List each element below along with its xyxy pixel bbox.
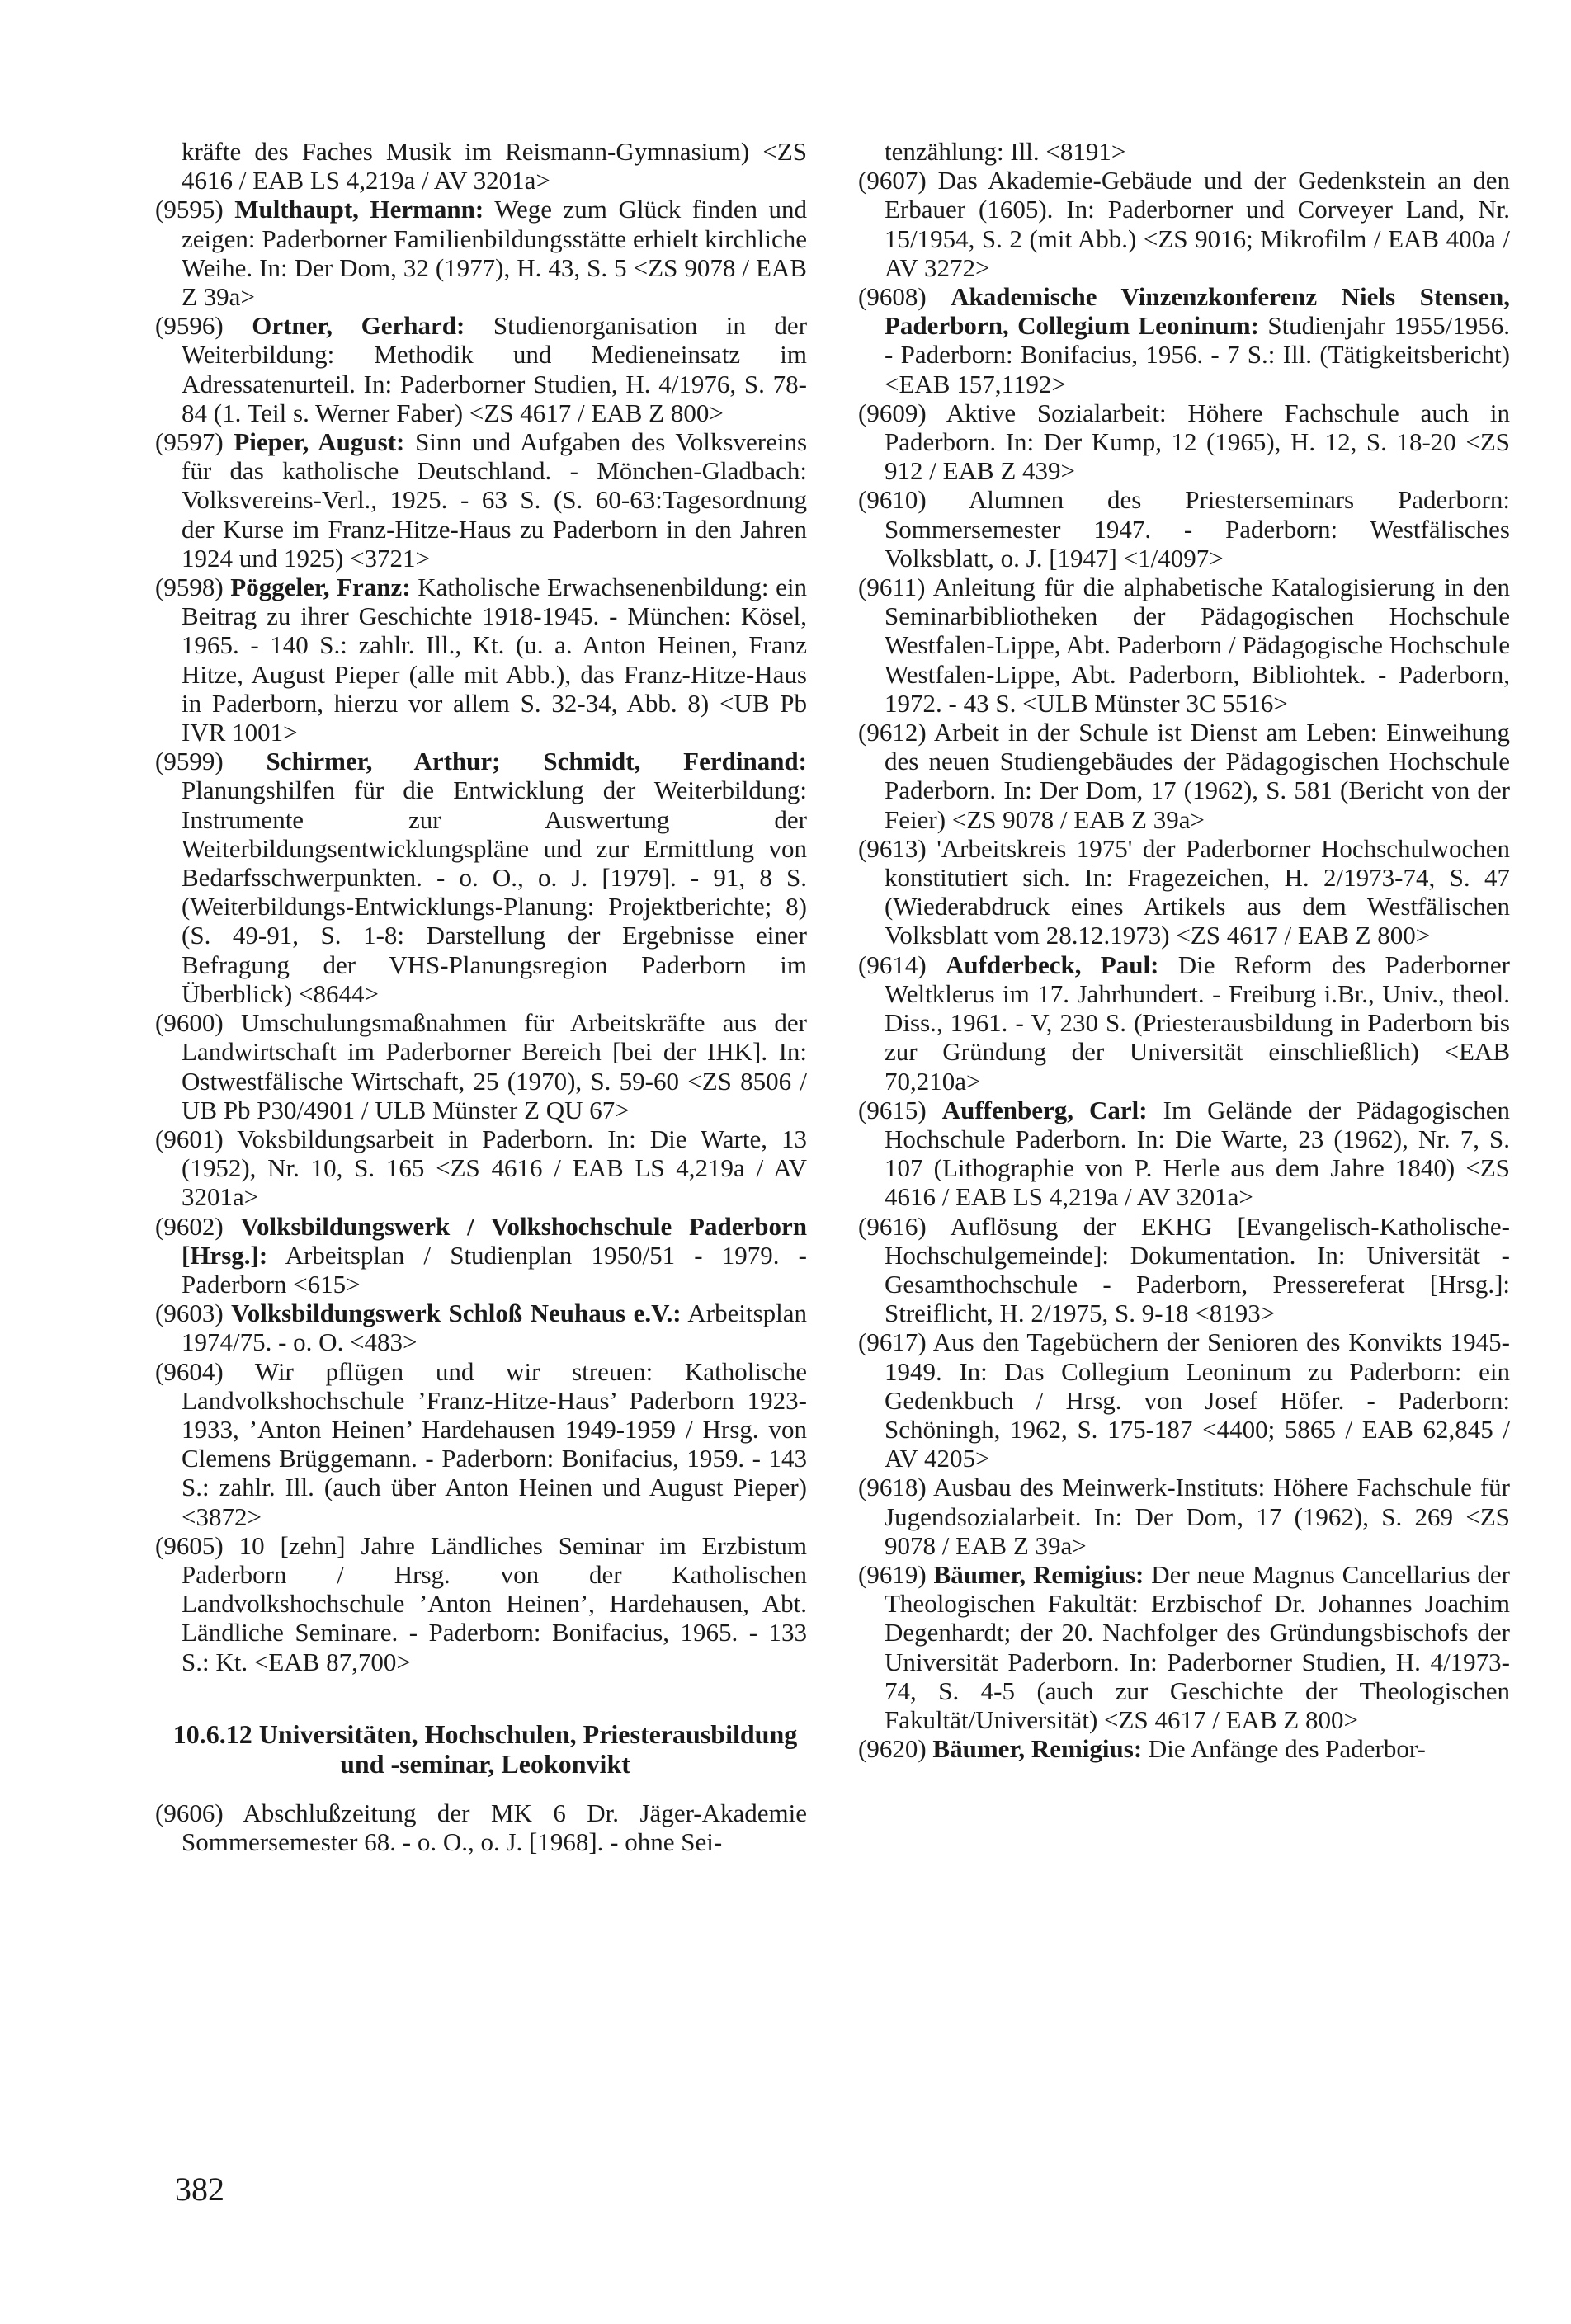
bibliography-entry	[858, 573, 1510, 718]
entry-text: Wir pflügen und wir streuen: Katholische Landvolkshochschule ’Franz-Hitze-Haus’ Paderborn 1923-1933, ’Anton Heinen’ Hardehausen 1949-1959 / Hrsg. von Clemens Brüggemann. - Paderborn: Bonifacius, 1959. - 143 S.: zahlr. Ill. (auch über Anton Heinen und August Pieper) <3872>	[182, 1356, 807, 1531]
entry-text: Wege zum Glück finden und zeigen: Paderborner Familienbildungsstätte erhielt kirchliche Weihe. In: Der Dom, 32 (1977), H. 43, S. 5 <ZS 9078 / EAB Z 39a>	[182, 195, 807, 312]
entry-number: (9619)	[858, 1559, 927, 1589]
bibliography-entry	[155, 573, 807, 747]
entry-text: Planungshilfen für die Entwicklung der Weiterbildung: Instrumente zur Auswertung der Weiterbildungsentwicklungspläne und zur Ermittlung von Bedarfsschwerpunkten. - o. O., o. J. [1979]. - 91, 8 S. (Weiterbildungs-Entwicklungs-Planung: Projektberichte; 8) (S. 49-91, S. 1-8: Darstellung der Ergebnisse einer Befragung der VHS-Planungsregion Paderborn im Überblick) <8644>	[182, 775, 807, 1008]
entry-text: Alumnen des Priesterseminars Paderborn: Sommersemester 1947. - Paderborn: Westfälisches Volksblatt, o. J. [1947] <1/4097>	[885, 485, 1510, 573]
entry-number: (9612)	[858, 718, 927, 747]
entry-number: (9610)	[858, 485, 927, 515]
bibliography-entry	[155, 1299, 807, 1356]
bibliography-entry	[155, 1124, 807, 1212]
entry-text: Abschlußzeitung der MK 6 Dr. Jäger-Akademie Sommersemester 68. - o. O., o. J. [1968]. - ohne Sei-	[182, 1798, 807, 1856]
entry-author: Bäumer, Remigius:	[933, 1559, 1144, 1589]
entry-text: 10 [zehn] Jahre Ländliches Seminar im Erzbistum Paderborn / Hrsg. von der Katholischen Landvolkshochschule ’Anton Heinen’, Hardehausen, Abt. Ländliche Seminare. - Paderborn: Bonifacius, 1965. - 133 S.: Kt. <EAB 87,700>	[182, 1530, 808, 1676]
entry-number: (9601)	[155, 1124, 224, 1153]
entry-author: Akademische Vinzenzkonferenz Niels Stensen, Paderborn, Collegium Leoninum:	[885, 282, 1510, 341]
entry-text: Ausbau des Meinwerk-Instituts: Höhere Fachschule für Jugendsozialarbeit. In: Der Dom, 17 (1962), S. 269 <ZS 9078 / EAB Z 39a>	[885, 1473, 1510, 1560]
entry-text: Aktive Sozialarbeit: Höhere Fachschule auch in Paderborn. In: Der Kump, 12 (1965), H. 12, S. 18-20 <ZS 912 / EAB Z 439>	[885, 398, 1510, 486]
bibliography-entry	[858, 1473, 1510, 1560]
entry-text: Auflösung der EKHG [Evangelisch-Katholische-Hochschulgemeinde]: Dokumentation. In: Universität - Gesamthochschule - Paderborn, Pressereferat [Hrsg.]: Streiflicht, H. 2/1975, S. 9-18 <8193>	[885, 1211, 1510, 1328]
bibliography-entry	[155, 1212, 807, 1299]
bibliography-entry	[858, 1096, 1510, 1212]
entry-number: (9615)	[858, 1095, 927, 1124]
bibliography-entry	[858, 166, 1510, 282]
entry-number: (9618)	[858, 1473, 927, 1502]
entry-number: (9604)	[155, 1356, 224, 1386]
entry-text: Anleitung für die alphabetische Katalogisierung in den Seminarbibliotheken der Pädagogischen Hochschule Westfalen-Lippe, Abt. Paderborn / Pädagogische Hochschule Westfalen-Lippe, Abt. Paderborn, Bibliohtek. - Paderborn, 1972. - 43 S. <ULB Münster 3C 5516>	[885, 573, 1511, 718]
bibliography-entry	[155, 1798, 807, 1856]
entry-number: (9606)	[155, 1798, 224, 1827]
bibliography-entry	[858, 1327, 1510, 1473]
continuation-text: tenzählung: Ill. <8191>	[885, 137, 1126, 166]
entry-author: Ortner, Gerhard:	[252, 311, 465, 341]
entry-author: Schirmer, Arthur; Schmidt, Ferdinand:	[266, 747, 807, 776]
entry-text: Arbeitsplan 1974/75. - o. O. <483>	[182, 1299, 808, 1357]
bibliography-entry	[858, 834, 1510, 950]
entry-number: (9605)	[155, 1530, 224, 1560]
entry-author: Volksbildungswerk Schloß Neuhaus e.V.:	[231, 1299, 682, 1328]
entry-number: (9609)	[858, 398, 927, 427]
entry-text: Im Gelände der Pädagogischen Hochschule Paderborn. In: Die Warte, 23 (1962), Nr. 7, S. 107 (Lithographie von P. Herle aus dem Jahre 1840) <ZS 4616 / EAB LS 4,219a / AV 3201a>	[885, 1095, 1511, 1212]
bibliography-entry	[858, 718, 1510, 834]
entry-number: (9602)	[155, 1211, 224, 1241]
bibliography-entry	[155, 1531, 807, 1676]
entry-author: Pöggeler, Franz:	[230, 573, 411, 602]
section-heading: 10.6.12 Universitäten, Hochschulen, Priesterausbildung und -seminar, Leokonvikt	[172, 1718, 798, 1779]
page-number: 382	[175, 2171, 224, 2208]
entry-number: (9613)	[858, 833, 927, 863]
bibliography-entry	[155, 747, 807, 1008]
entry-text: Der neue Magnus Cancellarius der Theologischen Fakultät: Erzbischof Dr. Johannes Joachim Degenhardt; der 20. Nachfolger des Gründungsbischofs der Universität Paderborn. In: Paderborner Studien, H. 4/1973-74, S. 4-5 (auch zur Geschichte der Theologischen Fakultät/Universität) <ZS 4617 / EAB Z 800>	[885, 1559, 1511, 1734]
entry-text: Studienjahr 1955/1956. - Paderborn: Bonifacius, 1956. - 7 S.: Ill. (Tätigkeitsbericht) <EAB 157,1192>	[885, 311, 1510, 398]
entry-text: Studienorganisation in der Weiterbildung: Methodik und Medieneinsatz im Adressatenurteil. In: Paderborner Studien, H. 4/1976, S. 78-84 (1. Teil s. Werner Faber) <ZS 4617 / EAB Z 800>	[182, 311, 808, 427]
entry-number: (9596)	[155, 311, 224, 341]
entry-number: (9603)	[155, 1299, 224, 1328]
continuation-text: kräfte des Faches Musik im Reismann-Gymnasium) <ZS 4616 / EAB LS 4,219a / AV 3201a>	[182, 137, 807, 196]
entry-number: (9598)	[155, 573, 224, 602]
bibliography-entry	[155, 195, 807, 311]
entry-number: (9614)	[858, 950, 927, 979]
entry-text: Sinn und Aufgaben des Volksvereins für das katholische Deutschland. - Mönchen-Gladbach: Volksvereins-Verl., 1925. - 63 S. (S. 60-63:Tagesordnung der Kurse im Franz-Hitze-Haus zu Paderborn in den Jahren 1924 und 1925) <3721>	[182, 427, 808, 573]
entry-text: 'Arbeitskreis 1975' der Paderborner Hochschulwochen konstitutiert sich. In: Fragezeichen, H. 2/1973-74, S. 47 (Wiederabdruck eines Artikels aus dem Westfälischen Volksblatt vom 28.12.1973) <ZS 4617 / EAB Z 800>	[885, 833, 1511, 950]
entry-text: Voksbildungsarbeit in Paderborn. In: Die Warte, 13 (1952), Nr. 10, S. 165 <ZS 4616 / EAB LS 4,219a / AV 3201a>	[182, 1124, 807, 1212]
bibliography-entry	[858, 485, 1510, 573]
entry-number: (9611)	[858, 573, 926, 602]
bibliography-entry	[155, 427, 807, 573]
entry-author: Pieper, August:	[234, 427, 405, 457]
left-column	[155, 137, 807, 1856]
entry-text: Katholische Erwachsenenbildung: ein Beitrag zu ihrer Geschichte 1918-1945. - München: Kösel, 1965. - 140 S.: zahlr. Ill., Kt. (u. a. Anton Heinen, Franz Hitze, August Pieper (alle mit Abb.), das Franz-Hitze-Haus in Paderborn, hierzu vor allem S. 32-34, Abb. 8) <UB Pb IVR 1001>	[182, 573, 808, 747]
entry-author: Auffenberg, Carl:	[941, 1095, 1148, 1124]
entry-text: Das Akademie-Gebäude und der Gedenkstein an den Erbauer (1605). In: Paderborner und Corveyer Land, Nr. 15/1954, S. 2 (mit Abb.) <ZS 9016; Mikrofilm / EAB 400a / AV 3272>	[885, 166, 1511, 282]
entry-number: (9599)	[155, 747, 224, 776]
entry-number: (9595)	[155, 195, 224, 224]
entry-number: (9617)	[858, 1327, 927, 1357]
entry-number: (9600)	[155, 1008, 224, 1038]
bibliography-entry	[155, 1357, 807, 1531]
entry-text: Arbeitsplan / Studienplan 1950/51 - 1979. - Paderborn <615>	[182, 1240, 807, 1299]
bibliography-entry	[858, 398, 1510, 486]
bibliography-entry	[858, 282, 1510, 398]
entry-number: (9620)	[858, 1734, 927, 1764]
bibliography-entry	[155, 311, 807, 427]
bibliography-entry	[155, 1008, 807, 1124]
entry-text: Die Anfänge des Paderbor-	[1148, 1734, 1426, 1764]
bibliography-entry	[858, 1560, 1510, 1734]
entry-author: Bäumer, Remigius:	[932, 1734, 1143, 1764]
bibliography-entry	[858, 950, 1510, 1096]
entry-text: Die Reform des Paderborner Weltklerus im 17. Jahrhundert. - Freiburg i.Br., Univ., theol. Diss., 1961. - V, 230 S. (Priesterausbildung in Paderborn bis zur Gründung der Universität einschließlich) <EAB 70,210a>	[885, 950, 1511, 1096]
bibliography-entry	[858, 1212, 1510, 1328]
bibliography-entry	[858, 1734, 1510, 1763]
right-column	[858, 137, 1510, 1763]
entry-number: (9608)	[858, 282, 927, 312]
entry-author: Aufderbeck, Paul:	[946, 950, 1159, 979]
entry-text: Umschulungsmaßnahmen für Arbeitskräfte aus der Landwirtschaft im Paderborner Bereich [bei der IHK]. In: Ostwestfälische Wirtschaft, 25 (1970), S. 59-60 <ZS 8506 / UB Pb P30/4901 / ULB Münster Z QU 67>	[182, 1008, 807, 1124]
entry-number: (9616)	[858, 1211, 927, 1241]
entry-author: Volksbildungswerk / Volkshochschule Paderborn [Hrsg.]:	[182, 1211, 807, 1270]
entry-number: (9597)	[155, 427, 224, 457]
entry-number: (9607)	[858, 166, 927, 196]
entry-author: Multhaupt, Hermann:	[234, 195, 484, 224]
entry-text: Aus den Tagebüchern der Senioren des Konvikts 1945-1949. In: Das Collegium Leoninum zu Paderborn: ein Gedenkbuch / Hrsg. von Josef Höfer. - Paderborn: Schöningh, 1962, S. 175-187 <4400; 5865 / EAB 62,845 / AV 4205>	[885, 1327, 1510, 1473]
entry-text: Arbeit in der Schule ist Dienst am Leben: Einweihung des neuen Studiengebäudes der Pädagogischen Hochschule Paderborn. In: Der Dom, 17 (1962), S. 581 (Bericht von der Feier) <ZS 9078 / EAB Z 39a>	[885, 718, 1510, 834]
